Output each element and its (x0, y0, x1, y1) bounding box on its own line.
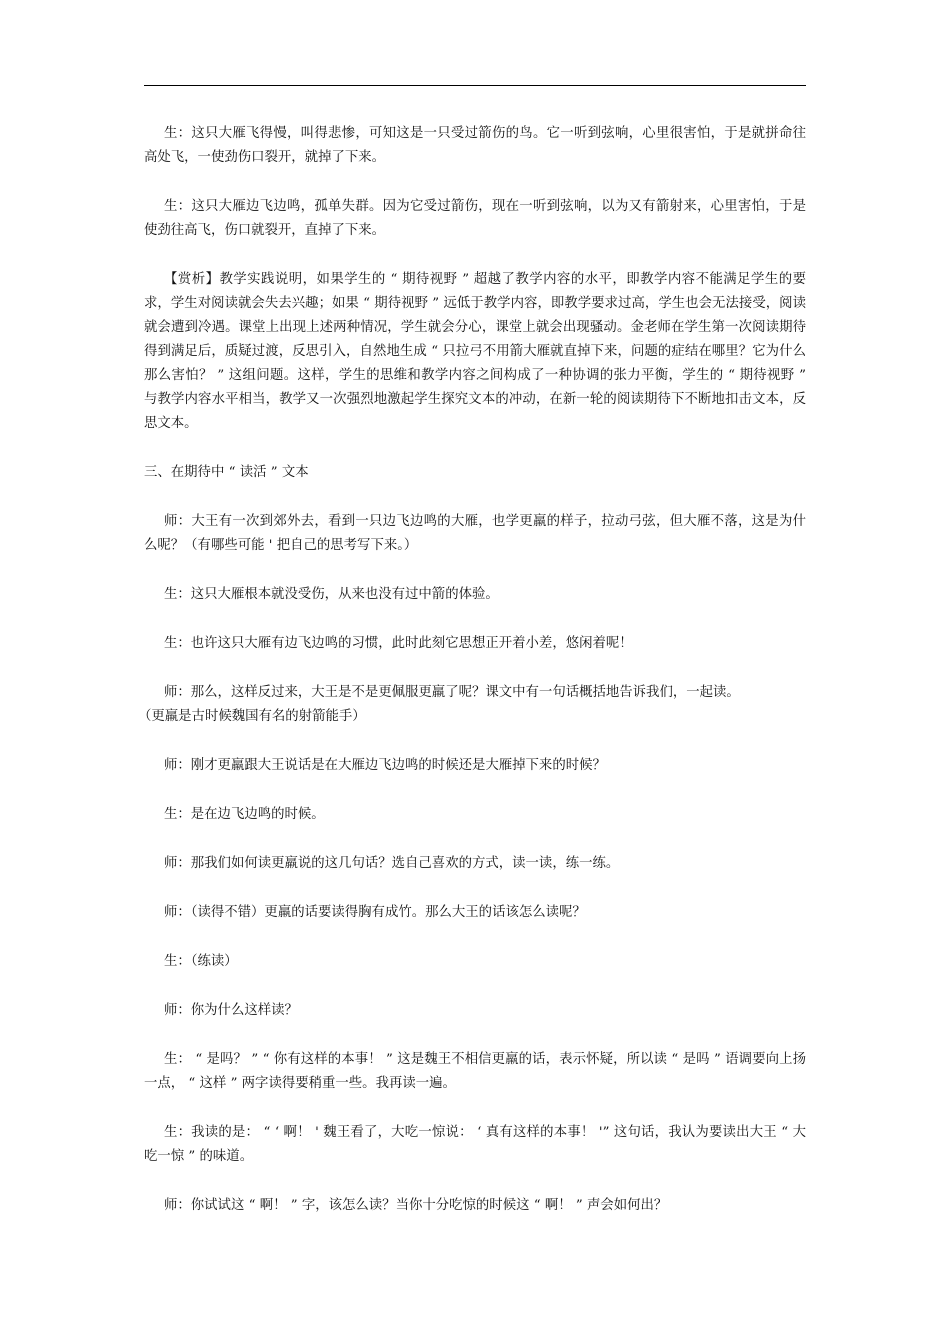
document-body (138, 122, 806, 1243)
section-heading: 三、在期待中 “ 读活 ” 文本 (144, 465, 309, 480)
paragraph-teacher-5: 师：（读得不错）更羸的话要读得胸有成竹。那么大王的话该怎么读呢？ (164, 905, 586, 920)
paragraph-teacher-1: 师：大王有一次到郊外去，看到一只边飞边鸣的大雁，也学更羸的样子，拉动弓弦，但大雁不落，这是为什么呢？（有哪些可能 ' 把自己的思考写下来。） (144, 514, 806, 553)
header-rule (144, 85, 806, 86)
paragraph-student-6: 生：（练读） (164, 954, 238, 969)
paragraph-teacher-4: 师：那我们如何读更羸说的这几句话？选自己喜欢的方式，读一读，练一练。 (164, 856, 620, 871)
paragraph-teacher-3: 师：刚才更羸跟大王说话是在大雁边飞边鸣的时候还是大雁掉下来的时候？ (164, 758, 606, 773)
paragraph-teacher-7: 师：你试试这 “ 啊！ ” 字，该怎么读？当你十分吃惊的时候这 “ 啊！ ” 声会如何出？ (164, 1198, 668, 1213)
paragraph-student-4: 生：也许这只大雁有边飞边鸣的习惯，此时此刻它思想正开着小差，悠闲着呢！ (164, 636, 633, 651)
paragraph-student-8: 生：我读的是： “ ‘ 啊！ ' 魏王看了，大吃一惊说： ‘ 真有这样的本事！ '” 这句话，我认为要读出大王 “ 大吃一惊 ” 的味道。 (144, 1125, 806, 1164)
paragraph-student-7: 生： “ 是吗？ ” “ 你有这样的本事！ ” 这是魏王不相信更羸的话，表示怀疑，所以读 “ 是吗 ” 语调要向上扬一点， “ 这样 ” 两字读得要稍重一些。我再读一遍。 (144, 1052, 806, 1091)
paragraph-teacher-2: 师：那么，这样反过来，大王是不是更佩服更羸了呢？课文中有一句话概括地告诉我们，一起读。 (164, 685, 740, 700)
paragraph-teacher-6: 师：你为什么这样读？ (164, 1003, 298, 1018)
paragraph-student-1: 生：这只大雁飞得慢，叫得悲惨，可知这是一只受过箭伤的鸟。它一听到弦响，心里很害怕，于是就拼命往高处飞，一使劲伤口裂开，就掉了下来。 (144, 126, 806, 165)
paragraph-commentary: 【赏析】教学实践说明，如果学生的 “ 期待视野 ” 超越了教学内容的水平，即教学内容不能满足学生的要求，学生对阅读就会失去兴趣；如果 “ 期待视野 ” 远低于教学内容，即教学要求过高，学生也会无法接受，阅读就会遭到冷遇。课堂上出现上述两种情况，学生就会分心，课堂上就会出现骚动。金老师在学生第一次阅读期待得到满足后，质疑过渡，反思引入，自然地生成 “ 只拉弓不用箭大雁就直掉下来，问题的症结在哪里？它为什么那么害怕？ ” 这组问题。这样，学生的思维和教学内容之间构成了一种协调的张力平衡，学生的 “ 期待视野 ” 与教学内容水平相当，教学又一次强烈地激起学生探究文本的冲动，在新一轮的阅读期待下不断地扣击文本，反思文本。 (144, 272, 806, 431)
paragraph-note: （更羸是古时候魏国有名的射箭能手） (138, 709, 366, 724)
paragraph-student-3: 生：这只大雁根本就没受伤，从来也没有过中箭的体验。 (164, 587, 499, 602)
paragraph-student-5: 生：是在边飞边鸣的时候。 (164, 807, 325, 822)
paragraph-student-2: 生：这只大雁边飞边鸣，孤单失群。因为它受过箭伤，现在一听到弦响，以为又有箭射来，心里害怕，于是使劲往高飞，伤口就裂开，直掉了下来。 (144, 199, 806, 238)
